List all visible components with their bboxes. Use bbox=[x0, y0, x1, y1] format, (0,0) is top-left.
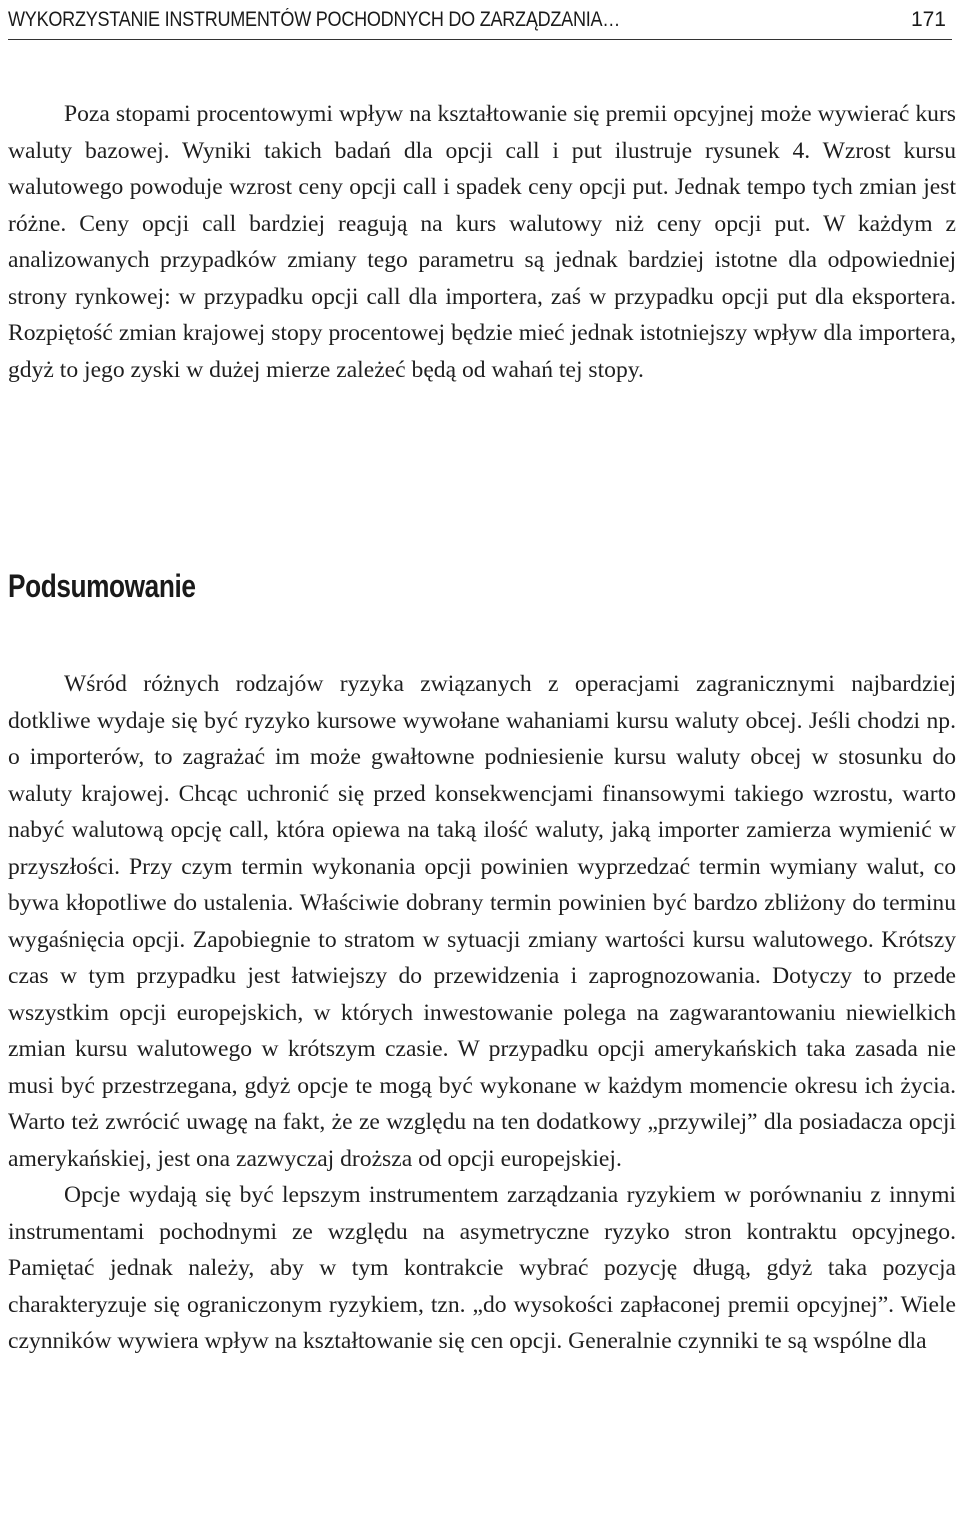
summary-paragraph-1: Wśród różnych rodzajów ryzyka związanych z operacjami zagranicznymi najbardziej dotkliwe wydaje się być ryzyko kursowe wywołane wahaniami kursu waluty obcej. Jeśli chodzi np. o importerów, to zagrażać im może gwałtowne podniesienie kursu waluty obcej w stosunku do waluty krajowej. Chcąc uchronić się przed konsekwencjami finansowymi takiego wzrostu, warto nabyć walutową opcję call, która opiewa na taką ilość waluty, jaką importer zamierza wymienić w przyszłości. Przy czym termin wykonania opcji powinien wyprzedzać termin wymiany walut, co bywa kłopotliwe do ustalenia. Właściwie dobrany termin powinien być bardzo zbliżony do terminu wygaśnięcia opcji. Zapobiegnie to stratom w sytuacji zmiany wartości kursu walutowego. Krótszy czas w tym przypadku jest łatwiejszy do przewidzenia i zaprognozowania. Dotyczy to przede wszystkim opcji europejskich, w których inwestowanie polega na zagwarantowaniu niewielkich zmian kursu walutowego w krótszym czasie. W przypadku opcji amerykańskich taka zasada nie musi być przestrzegana, gdyż opcje te mogą być wykonane w każdym momencie okresu ich życia. Warto też zwrócić uwagę na fakt, że ze względu na ten dodatkowy „przywilej” dla posiadacza opcji amerykańskiej, jest ona zazwyczaj droższa od opcji europejskiej. bbox=[8, 671, 956, 1172]
intro-section bbox=[8, 96, 956, 388]
summary-paragraph-2: Opcje wydają się być lepszym instrumentem zarządzania ryzykiem w porównaniu z innymi instrumentami pochodnymi ze względu na asymetryczne ryzyko stron kontraktu opcyjnego. Pamiętać jednak należy, aby w tym kontrakcie wybrać pozycję długą, gdyż taka pozycja charakteryzuje się ograniczonym ryzykiem, tzn. „do wysokości zapłaconej premii opcyjnej”. Wiele czynników wywiera wpływ na kształtowanie się cen opcji. Generalnie czynniki te są wspólne dla bbox=[8, 1182, 956, 1354]
page-number: 171 bbox=[910, 7, 946, 31]
section-heading: Podsumowanie bbox=[8, 568, 196, 604]
intro-paragraph: Poza stopami procentowymi wpływ na kształtowanie się premii opcyjnej może wywierać kurs waluty bazowej. Wyniki takich badań dla opcji call i put ilustruje rysunek 4. Wzrost kursu walutowego powoduje wzrost ceny opcji call i spadek ceny opcji put. Jednak tempo tych zmian jest różne. Ceny opcji call bardziej reagują na kurs walutowy niż ceny opcji put. W każdym z analizowanych przypadków zmiany tego parametru są jednak bardziej istotne dla odpowiedniej strony rynkowej: w przypadku opcji call dla importera, zaś w przypadku opcji put dla eksportera. Rozpiętość zmian krajowej stopy procentowej będzie mieć jednak istotniejszy wpływ dla importera, gdyż to jego zyski w dużej mierze zależeć będą od wahań tej stopy. bbox=[8, 101, 956, 383]
running-header bbox=[8, 0, 952, 40]
running-title: WYKORZYSTANIE INSTRUMENTÓW POCHODNYCH DO ZARZĄDZANIA… bbox=[8, 7, 621, 31]
summary-section bbox=[8, 666, 956, 1360]
